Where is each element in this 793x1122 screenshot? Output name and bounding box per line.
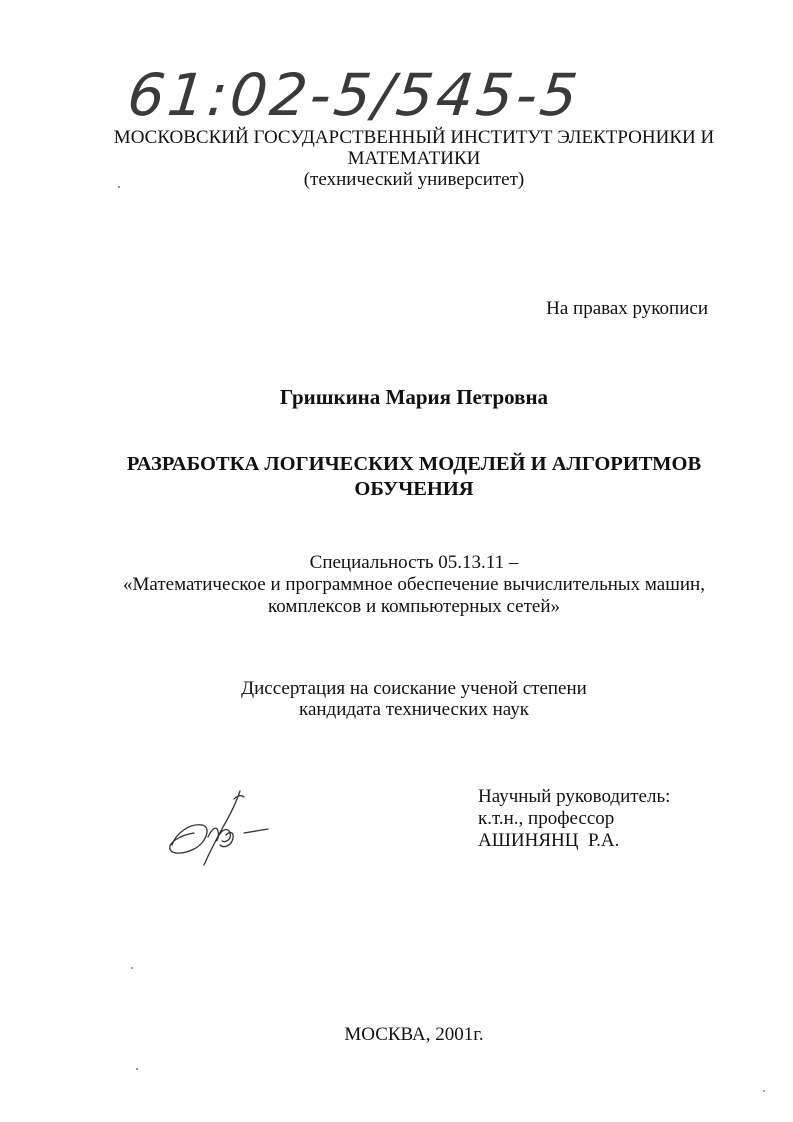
city-year (44, 1024, 784, 1046)
supervisor-label: Научный руководитель: (478, 786, 671, 807)
specialty-name-line-1: «Математическое и программное обеспечение вычислительных машин, (123, 574, 705, 595)
dissertation-title (44, 452, 784, 502)
signature-stroke (204, 791, 240, 865)
title-line-2: ОБУЧЕНИЯ (354, 478, 474, 500)
signature-stroke (234, 796, 244, 799)
scan-speck (118, 186, 120, 188)
title-line-1: РАЗРАБОТКА ЛОГИЧЕСКИХ МОДЕЛЕЙ И АЛГОРИТМОВ (126, 453, 702, 475)
supervisor-name: АШИНЯНЦ Р.А. (478, 830, 620, 851)
supervisor-block (478, 786, 670, 852)
handwritten-archive-number: 61:02-5/545-5 (124, 61, 584, 129)
institution-subtitle: (технический университет) (303, 169, 525, 190)
supervisor-signature (160, 785, 275, 870)
scan-speck (136, 1068, 138, 1070)
signature-stroke (244, 829, 268, 833)
author-name-text: Гришкина Мария Петровна (279, 385, 549, 409)
author-name (44, 385, 784, 409)
manuscript-rights-note: На правах рукописи (546, 298, 708, 319)
degree-block (44, 678, 784, 720)
city-year-text: МОСКВА, 2001г. (344, 1024, 484, 1045)
supervisor-credentials: к.т.н., профессор (478, 808, 615, 829)
institution-name-line-2: МАТЕМАТИКИ (347, 148, 481, 169)
scan-speck (763, 1090, 765, 1092)
institution-header (44, 127, 784, 190)
scan-speck (131, 967, 133, 969)
signature-stroke (170, 825, 207, 853)
institution-name-line-1: МОСКОВСКИЙ ГОСУДАРСТВЕННЫЙ ИНСТИТУТ ЭЛЕКТРОНИКИ И (113, 127, 715, 148)
specialty-code: Специальность 05.13.11 – (309, 552, 519, 573)
degree-line-1: Диссертация на соискание ученой степени (241, 678, 587, 699)
specialty-block (44, 552, 784, 618)
specialty-name-line-2: комплексов и компьютерных сетей» (268, 596, 560, 617)
degree-line-2: кандидата технических наук (299, 699, 529, 720)
